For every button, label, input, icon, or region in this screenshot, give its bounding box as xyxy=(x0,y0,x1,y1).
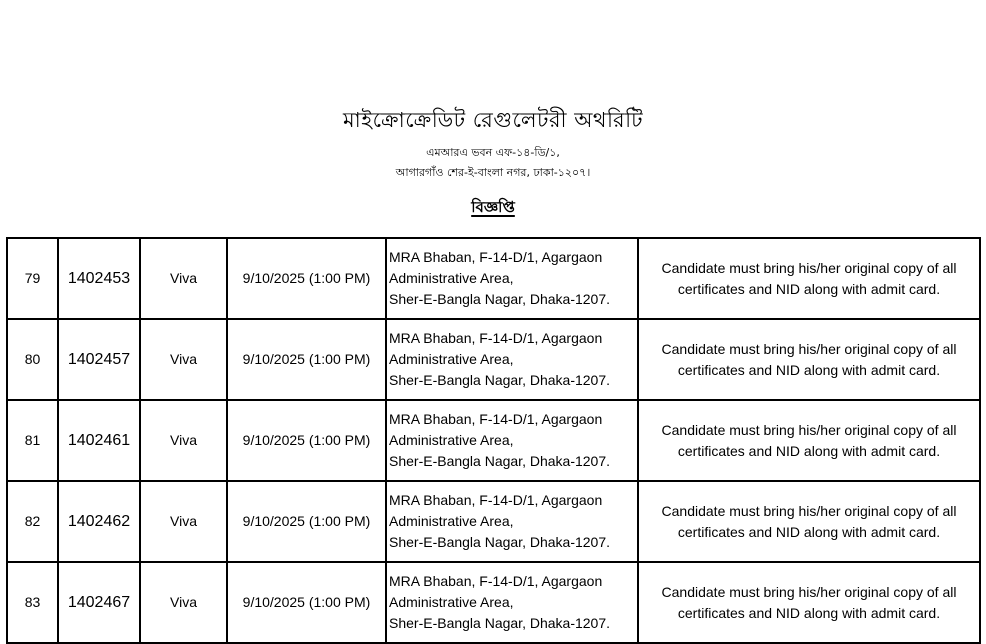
venue-line-2: Administrative Area, xyxy=(389,594,514,610)
instruction-cell: Candidate must bring his/her original copy of all certificates and NID along with admit card. xyxy=(638,319,980,400)
venue-line-1: MRA Bhaban, F-14-D/1, Agargaon xyxy=(389,492,603,508)
table-row xyxy=(7,562,980,643)
venue-line-1: MRA Bhaban, F-14-D/1, Agargaon xyxy=(389,573,603,589)
date-time-cell: 9/10/2025 (1:00 PM) xyxy=(227,562,386,643)
venue-line-2: Administrative Area, xyxy=(389,270,514,286)
table-row xyxy=(7,400,980,481)
serial-cell: 83 xyxy=(7,562,58,643)
table-row xyxy=(7,238,980,319)
date-time-cell: 9/10/2025 (1:00 PM) xyxy=(227,400,386,481)
venue-line-3: Sher-E-Bangla Nagar, Dhaka-1207. xyxy=(389,372,611,388)
address-line-2: আগারগাঁও শের-ই-বাংলা নগর, ঢাকা-১২০৭। xyxy=(395,166,591,179)
exam-type-cell: Viva xyxy=(140,319,227,400)
serial-cell: 80 xyxy=(7,319,58,400)
table-row xyxy=(7,481,980,562)
roll-number-cell: 1402453 xyxy=(58,238,140,319)
instruction-cell: Candidate must bring his/her original copy of all certificates and NID along with admit card. xyxy=(638,400,980,481)
exam-type-cell: Viva xyxy=(140,400,227,481)
date-time-cell: 9/10/2025 (1:00 PM) xyxy=(227,319,386,400)
venue-line-1: MRA Bhaban, F-14-D/1, Agargaon xyxy=(389,330,603,346)
instruction-cell: Candidate must bring his/her original copy of all certificates and NID along with admit card. xyxy=(638,481,980,562)
exam-type-cell: Viva xyxy=(140,238,227,319)
venue-line-3: Sher-E-Bangla Nagar, Dhaka-1207. xyxy=(389,534,611,550)
venue-cell xyxy=(386,481,638,562)
venue-line-1: MRA Bhaban, F-14-D/1, Agargaon xyxy=(389,411,603,427)
candidate-table-container xyxy=(6,237,979,644)
venue-cell xyxy=(386,238,638,319)
instruction-cell: Candidate must bring his/her original copy of all certificates and NID along with admit card. xyxy=(638,238,980,319)
table-body xyxy=(7,238,980,643)
roll-number-cell: 1402457 xyxy=(58,319,140,400)
venue-line-2: Administrative Area, xyxy=(389,351,514,367)
candidate-schedule-table xyxy=(6,237,981,644)
serial-cell: 79 xyxy=(7,238,58,319)
exam-type-cell: Viva xyxy=(140,562,227,643)
venue-line-3: Sher-E-Bangla Nagar, Dhaka-1207. xyxy=(389,453,611,469)
notice-heading xyxy=(0,196,986,221)
date-time-cell: 9/10/2025 (1:00 PM) xyxy=(227,238,386,319)
venue-cell xyxy=(386,400,638,481)
roll-number-cell: 1402461 xyxy=(58,400,140,481)
venue-line-2: Administrative Area, xyxy=(389,432,514,448)
roll-number-cell: 1402467 xyxy=(58,562,140,643)
address-line-1: এমআরএ ভবন এফ-১৪-ডি/১, xyxy=(426,146,560,159)
venue-cell xyxy=(386,562,638,643)
organization-title: মাইক্রোক্রেডিট রেগুলেটরী অথরিটি xyxy=(342,108,644,132)
exam-type-cell: Viva xyxy=(140,481,227,562)
date-time-cell: 9/10/2025 (1:00 PM) xyxy=(227,481,386,562)
venue-line-3: Sher-E-Bangla Nagar, Dhaka-1207. xyxy=(389,615,611,631)
roll-number-cell: 1402462 xyxy=(58,481,140,562)
serial-cell: 82 xyxy=(7,481,58,562)
instruction-cell: Candidate must bring his/her original copy of all certificates and NID along with admit card. xyxy=(638,562,980,643)
venue-line-1: MRA Bhaban, F-14-D/1, Agargaon xyxy=(389,249,603,265)
serial-cell: 81 xyxy=(7,400,58,481)
table-row xyxy=(7,319,980,400)
venue-line-3: Sher-E-Bangla Nagar, Dhaka-1207. xyxy=(389,291,611,307)
venue-cell xyxy=(386,319,638,400)
venue-line-2: Administrative Area, xyxy=(389,513,514,529)
notice-heading-text: বিজ্ঞপ্তি xyxy=(471,198,515,216)
